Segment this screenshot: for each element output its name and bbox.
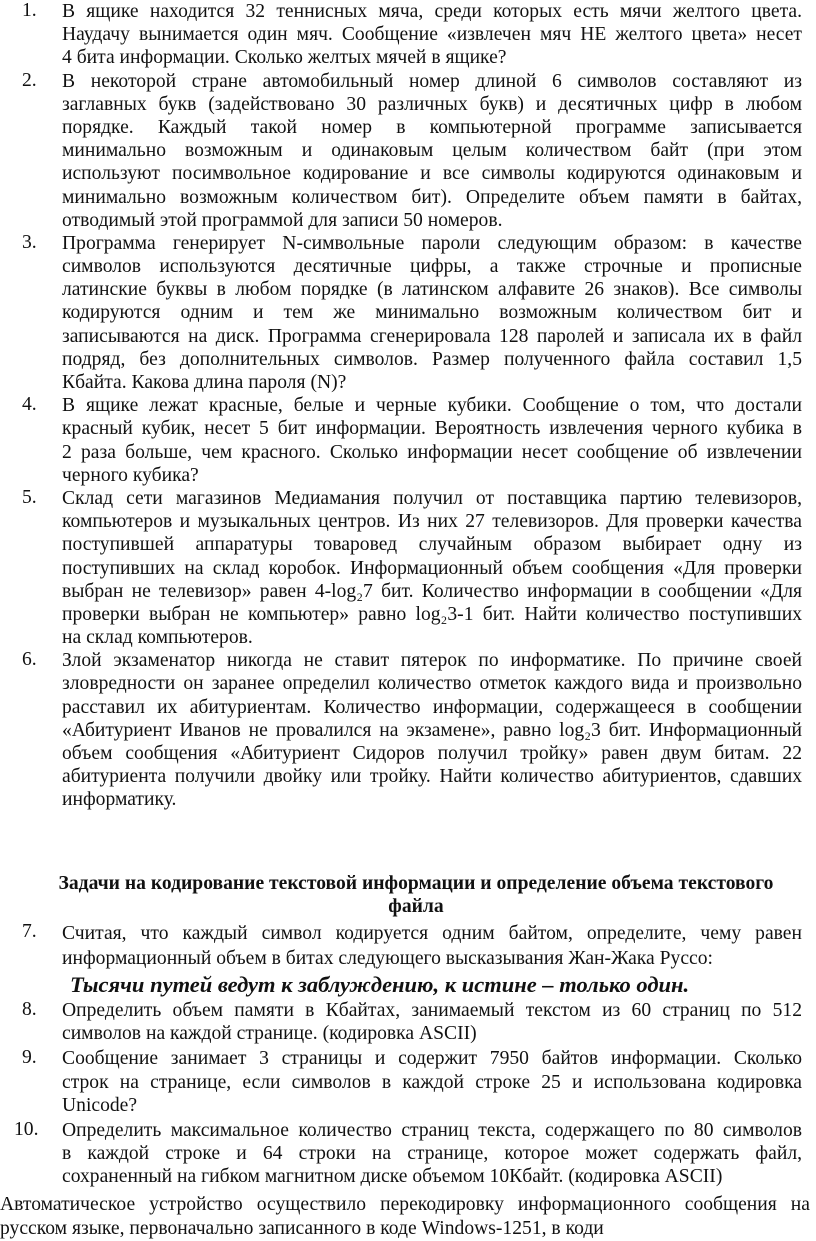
task-number: 3. xyxy=(22,231,37,253)
task-line: информационный объем в битах следующего высказывания Жан-Жака Руссо: xyxy=(62,948,713,969)
task-number: 1. xyxy=(22,0,37,21)
task-number: 10. xyxy=(14,1118,39,1140)
task-item xyxy=(0,0,816,70)
task-number: 4. xyxy=(22,394,37,416)
final-paragraph xyxy=(0,1193,810,1241)
task-line: Сообщение занимает 3 страницы и содержит 7950 байтов информации. Сколько xyxy=(62,1048,802,1070)
task-line: компьютеров и музыкальных центров. Из них 27 телевизоров. Для проверки качества xyxy=(62,511,802,533)
task-line: расставил их абитуриентам. Количество информации, содержащееся в сообщении xyxy=(62,696,802,718)
paragraph-line: русском языке, первоначально записанного в коде Windows-1251, в коди xyxy=(0,1218,604,1239)
task-list-part2-items xyxy=(0,999,816,1189)
task-line: В некоторой стране автомобильный номер длиной 6 символов составляют из xyxy=(62,70,802,92)
task-number: 7. xyxy=(22,921,37,942)
task-line: кодируются одним и тем же минимально возможным количеством бит и xyxy=(62,302,802,324)
task-line: строк на странице, если символов в каждой строке 25 и использована кодировка xyxy=(62,1071,802,1093)
section-heading-line: файла xyxy=(388,896,444,917)
task-line: в каждой строке и 64 строки на странице, которое может содержать файл, xyxy=(62,1143,802,1165)
task-line: символов используются десятичные цифры, а также строчные и прописные xyxy=(62,256,802,278)
task-item xyxy=(0,487,816,649)
paragraph-line: Автоматическое устройство осуществило перекодировку информационного сообщения на xyxy=(0,1194,810,1215)
task-number: 6. xyxy=(22,649,37,671)
task-line: отводимый этой программой для записи 50 номеров. xyxy=(62,209,503,231)
task-line: записываются на диск. Программа сгенерировала 128 паролей и записала их в файл xyxy=(62,325,802,347)
task-line: латинские буквы в любом порядке (в латинском алфавите 26 знаков). Все символы xyxy=(62,279,802,301)
task-line: Наудачу вынимается один мяч. Сообщение «извлечен мяч НЕ желтого цвета» несет xyxy=(62,24,802,46)
task-line: заглавных букв (задействовано 30 различных букв) и десятичных цифр в любом xyxy=(62,93,802,115)
task-line: черного кубика? xyxy=(62,464,199,486)
task-line: поступивших на склад коробок. Информационный объем сообщения «Для проверки xyxy=(62,557,802,579)
task-line: используют посимвольное кодирование и все символы кодируются одинаковым и xyxy=(62,163,802,185)
task-line: красный кубик, несет 5 бит информации. Вероятность извлечения черного кубика в xyxy=(62,418,802,440)
task-line: на склад компьютеров. xyxy=(62,627,253,649)
task-item xyxy=(0,649,816,811)
task-line: Считая, что каждый символ кодируется одним байтом, определите, чему равен xyxy=(62,923,802,944)
task-item xyxy=(0,1047,816,1117)
task-line: Unicode? xyxy=(62,1094,138,1116)
task-line: зловредности он заранее определил количество отметок каждого вида и произвольно xyxy=(62,673,802,695)
task-item xyxy=(0,999,816,1045)
task-line: сохраненный на гибком магнитном диске объемом 10Кбайт. (кодировка ASCII) xyxy=(62,1166,723,1188)
task-item xyxy=(0,232,816,394)
quote: Тысячи путей ведут к заблуждению, к истине – только один. xyxy=(70,972,690,997)
task-item xyxy=(0,70,816,232)
task-line: информатику. xyxy=(62,789,177,811)
task-number: 9. xyxy=(22,1047,37,1069)
section-heading xyxy=(30,872,802,918)
task-list-part2 xyxy=(0,921,816,1189)
task-line: В ящике лежат красные, белые и черные кубики. Сообщение о том, что достали xyxy=(62,395,802,417)
task-line: 2 раза больше, чем красного. Сколько информации несет сообщение об извлечении xyxy=(62,441,802,463)
task-line: объем сообщения «Абитуриент Сидоров получил тройку» равен двум битам. 22 xyxy=(62,743,802,764)
task-line: Склад сети магазинов Медиамания получил от поставщика партию телевизоров, xyxy=(62,487,802,509)
task-line: проверки выбран не компьютер» равно log₂3-1 бит. Найти количество поступивших xyxy=(62,603,802,625)
section-heading-line: Задачи на кодирование текстовой информации и определение объема текстового xyxy=(58,873,774,894)
task-item xyxy=(0,1119,816,1189)
task-line: 4 бита информации. Сколько желтых мячей в ящике? xyxy=(62,47,507,69)
task-line: Кбайта. Какова длина пароля (N)? xyxy=(62,372,347,393)
task-item xyxy=(0,394,816,487)
task-line: порядке. Каждый такой номер в компьютерной программе записывается xyxy=(62,116,802,138)
task-line: «Абитуриент Иванов не провалился на экзамене», равно log₂3 бит. Информационный xyxy=(62,719,802,741)
task-line: Программа генерирует N-символьные пароли следующим образом: в качестве xyxy=(62,232,802,254)
task-number: 5. xyxy=(22,486,37,508)
task-line: символов на каждой странице. (кодировка ASCII) xyxy=(62,1023,477,1045)
task-line: Определить объем памяти в Кбайтах, занимаемый текстом из 60 страниц по 512 xyxy=(62,1000,802,1021)
task-line: В ящике находится 32 теннисных мяча, среди которых есть мячи желтого цвета. xyxy=(62,1,802,22)
task-line: выбран не телевизор» равен 4-log₂7 бит. Количество информации в сообщении «Для xyxy=(62,580,802,602)
task-number: 2. xyxy=(22,69,37,91)
task-line: Злой экзаменатор никогда не ставит пятерок по информатике. По причине своей xyxy=(62,650,802,672)
task-item xyxy=(0,921,816,971)
task-line: Определить максимальное количество страниц текста, содержащего по 80 символов xyxy=(62,1119,802,1141)
task-line: поступившей аппаратуры товаровед случайным образом выбирает одну из xyxy=(62,534,802,556)
task-number: 8. xyxy=(22,999,37,1020)
task-line: минимально возможным и одинаковым целым количеством байт (при этом xyxy=(62,140,802,162)
task-line: подряд, без дополнительных символов. Размер полученного файла составил 1,5 xyxy=(62,348,802,370)
task-line: минимально возможным количеством бит). Определите объем памяти в байтах, xyxy=(62,186,802,208)
task-line: абитуриента получили двойку или тройку. Найти количество абитуриентов, сдавших xyxy=(62,766,802,788)
